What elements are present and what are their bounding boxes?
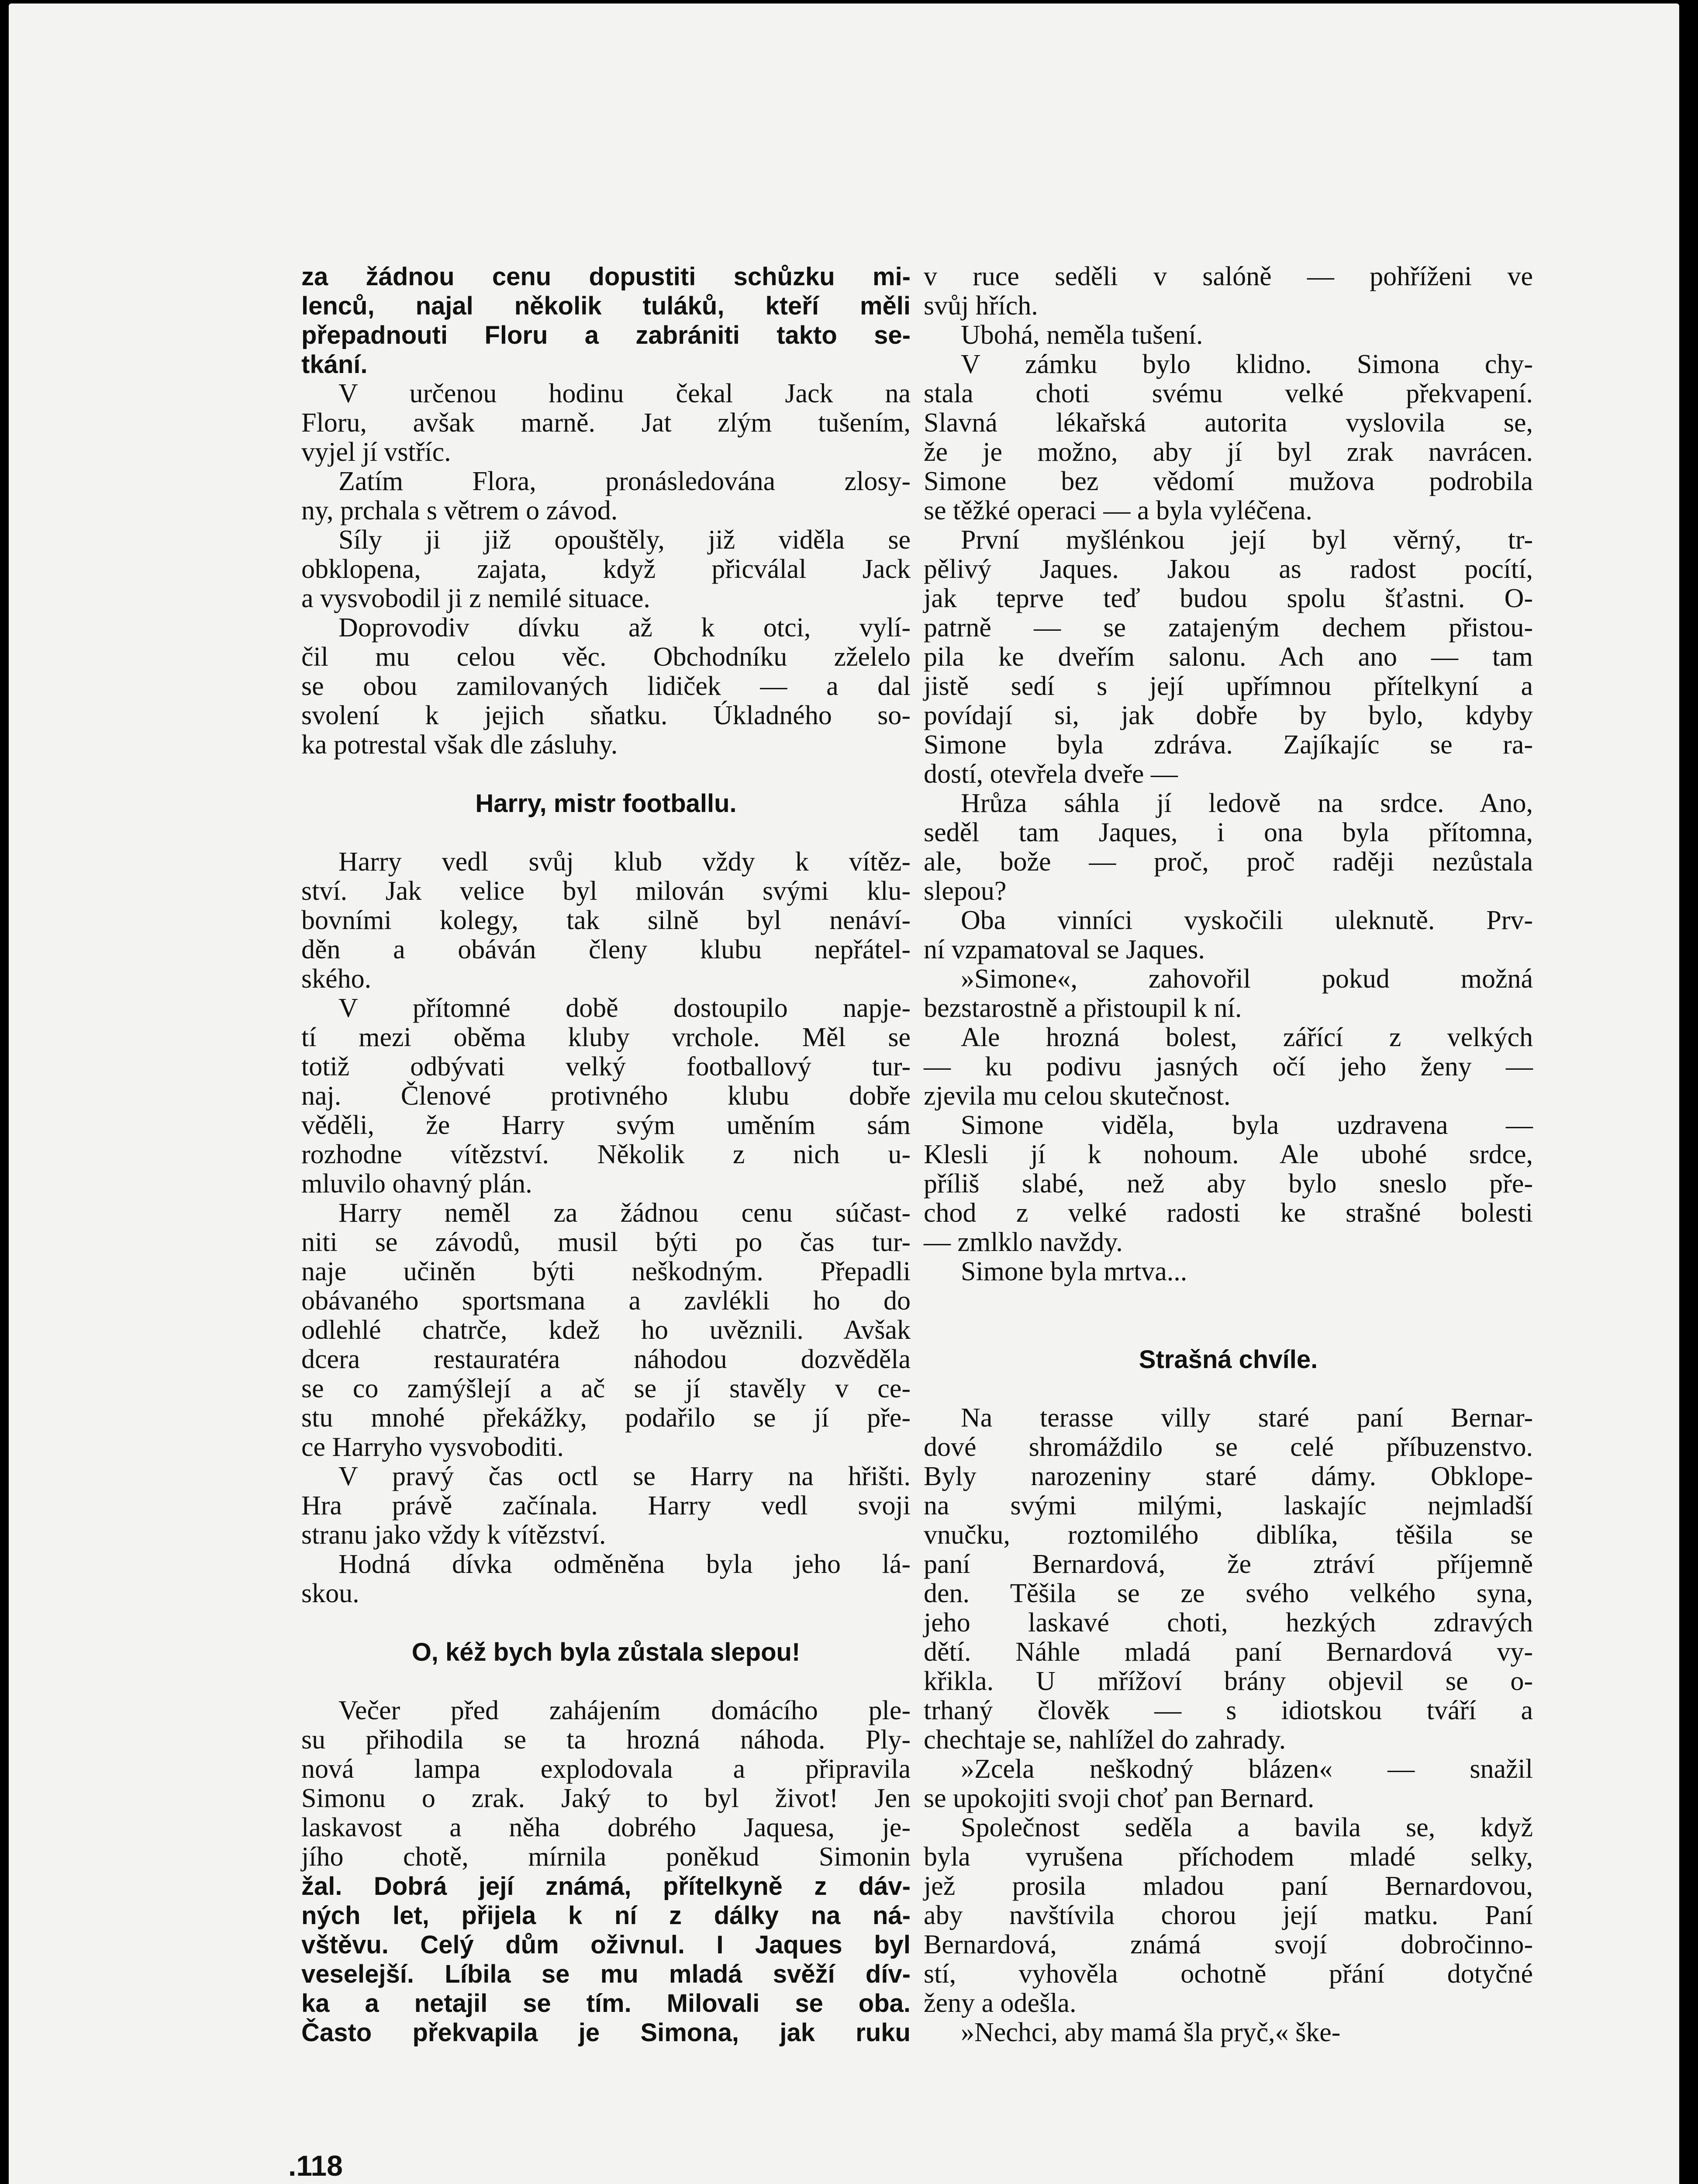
text-line: V zámku bylo klidno. Simona chy- xyxy=(961,349,1533,379)
text-line: První myšlénkou její byl věrný, tr- xyxy=(961,525,1533,555)
text-line: chod z velké radosti ke strašné bolesti xyxy=(924,1198,1533,1228)
text-line: Oba vinníci vyskočili uleknutě. Prv- xyxy=(961,905,1533,935)
text-line: naje učiněn býti neškodným. Přepadli xyxy=(301,1257,911,1286)
text-line: se co zamýšlejí a ač se jí stavěly v ce- xyxy=(301,1374,911,1403)
text-line: obklopena, zajata, když přicválal Jack xyxy=(301,554,911,584)
text-line: dětí. Náhle mladá paní Bernardová vy- xyxy=(924,1637,1533,1667)
text-line: obávaného sportsmana a zavlékli ho do xyxy=(301,1286,911,1316)
text-line: žal. Dobrá její známá, přítelkyně z dáv- xyxy=(301,1872,911,1901)
heading-slepou: O, kéž bych byla zůstala slepou! xyxy=(411,1638,801,1666)
text-line: byla vyrušena příchodem mladé selky, xyxy=(924,1842,1533,1872)
text-line: nová lampa explodovala a připravila xyxy=(301,1754,911,1784)
text-line: chechtaje se, nahlížel do zahrady. xyxy=(924,1725,1286,1755)
text-line: stala choti svému velké překvapení. xyxy=(924,379,1533,408)
text-line: ny, prchala s větrem o závod. xyxy=(301,496,618,525)
text-line: jeho laskavé choti, hezkých zdravých xyxy=(924,1608,1533,1638)
text-line: Simonu o zrak. Jaký to byl život! Jen xyxy=(301,1783,911,1813)
text-line: Společnost seděla a bavila se, když xyxy=(961,1813,1533,1842)
text-line: jího chotě, mírnila poněkud Simonin xyxy=(301,1842,911,1872)
text-line: Často překvapila je Simona, jak ruku xyxy=(301,2018,911,2047)
text-line: Floru, avšak marně. Jat zlým tušením, xyxy=(301,408,911,438)
text-line: skou. xyxy=(301,1579,359,1608)
text-line: přepadnouti Floru a zabrániti takto se- xyxy=(301,321,911,349)
text-line: ka potrestal však dle zásluhy. xyxy=(301,730,618,760)
text-line: slepou? xyxy=(924,876,1007,906)
text-line: Hra právě začínala. Harry vedl svoji xyxy=(301,1491,911,1521)
text-line: seděl tam Jaques, i ona byla přítomna, xyxy=(924,818,1533,847)
text-line: ce Harryho vysvoboditi. xyxy=(301,1432,564,1462)
text-line: — zmlklo navždy. xyxy=(924,1227,1123,1257)
text-line: dcera restauratéra náhodou dozvěděla xyxy=(301,1344,911,1374)
text-line: tí mezi oběma kluby vrchole. Měl se xyxy=(301,1023,911,1052)
text-line: dostí, otevřela dveře — xyxy=(924,759,1178,789)
story-flora-ending xyxy=(301,262,911,760)
text-line: — ku podivu jasných očí jeho ženy — xyxy=(924,1052,1533,1082)
text-line: pila ke dveřím salonu. Ach ano — tam xyxy=(924,642,1533,672)
text-line: se upokojiti svoji choť pan Bernard. xyxy=(924,1783,1315,1813)
text-line: se těžké operaci — a byla vyléčena. xyxy=(924,496,1312,525)
text-line: ní vzpamatoval se Jaques. xyxy=(924,935,1205,964)
heading-chvile: Strašná chvíle. xyxy=(1139,1345,1318,1374)
text-line: V pravý čas octl se Harry na hřišti. xyxy=(338,1462,911,1491)
text-line: lenců, najal několik tuláků, kteří měli xyxy=(301,292,911,320)
text-line: mluvilo ohavný plán. xyxy=(301,1169,532,1199)
text-line: aby navštívila chorou její matku. Paní xyxy=(924,1901,1533,1930)
text-line: Zatím Flora, pronásledována zlosy- xyxy=(338,467,911,496)
text-line: ženy a odešla. xyxy=(924,1988,1077,2018)
text-line: Hrůza sáhla jí ledově na srdce. Ano, xyxy=(961,788,1533,818)
text-line: v ruce seděli v salóně — pohříženi ve xyxy=(924,262,1533,291)
text-line: příliš slabé, než aby bylo sneslo pře- xyxy=(924,1169,1533,1199)
text-line: čil mu celou věc. Obchodníku zželelo xyxy=(301,642,911,672)
text-line: Simone byla zdráva. Zajíkajíc se ra- xyxy=(924,730,1533,760)
text-line: zjevila mu celou skutečnost. xyxy=(924,1081,1231,1111)
text-line: stranu jako vždy k vítězství. xyxy=(301,1520,606,1550)
text-line: jistě sedí s její upřímnou přítelkyní a xyxy=(924,671,1533,701)
text-line: vyjel jí vstříc. xyxy=(301,437,451,467)
text-line: ského. xyxy=(301,964,372,994)
story-slepou-start xyxy=(301,1696,911,2047)
text-line: Slavná lékařská autorita vyslovila se, xyxy=(924,408,1533,438)
heading-harry: Harry, mistr footballu. xyxy=(475,789,737,818)
text-line: pělivý Jaques. Jakou as radost pocítí, xyxy=(924,554,1533,584)
text-line: rozhodne vítězství. Několik z nich u- xyxy=(301,1140,911,1169)
text-line: Ubohá, neměla tušení. xyxy=(961,320,1203,350)
text-line: na svými milými, laskajíc nejmladší xyxy=(924,1491,1533,1521)
text-line: povídají si, jak dobře by bylo, kdyby xyxy=(924,701,1533,730)
right-column xyxy=(924,262,1533,2047)
text-line: Doprovodiv dívku až k otci, vylí- xyxy=(338,613,911,643)
scan-border xyxy=(1679,0,1698,2184)
text-line: Byly narozeniny staré dámy. Obklope- xyxy=(924,1462,1533,1491)
text-line: den. Těšila se ze svého velkého syna, xyxy=(924,1579,1533,1608)
story-harry xyxy=(301,847,911,1608)
text-line: Simone bez vědomí mužova podrobila xyxy=(924,467,1533,496)
text-line: vštěvu. Celý dům oživnul. I Jaques byl xyxy=(301,1931,911,1959)
text-line: Simone viděla, byla uzdravena — xyxy=(961,1110,1533,1140)
page-number: .118 xyxy=(288,2149,343,2182)
text-line: Harry vedl svůj klub vždy k vítěz- xyxy=(338,847,911,877)
text-line: věděli, že Harry svým uměním sám xyxy=(301,1110,911,1140)
text-line: svůj hřích. xyxy=(924,291,1038,321)
text-line: Harry neměl za žádnou cenu súčast- xyxy=(338,1198,911,1228)
text-line: ných let, přijela k ní z dálky na ná- xyxy=(301,1901,911,1930)
text-line: naj. Členové protivného klubu dobře xyxy=(301,1081,911,1111)
text-line: děn a obáván členy klubu nepřátel- xyxy=(301,935,911,964)
text-line: niti se závodů, musil býti po čas tur- xyxy=(301,1227,911,1257)
text-line: »Simone«, zahovořil pokud možná xyxy=(961,964,1533,994)
text-line: »Nechci, aby mamá šla pryč,« ške- xyxy=(961,2018,1341,2047)
text-line: ství. Jak velice byl milován svými klu- xyxy=(301,876,911,906)
text-line: bovními kolegy, tak silně byl nenáví- xyxy=(301,905,911,935)
text-line: ale, bože — proč, proč raději nezůstala xyxy=(924,847,1533,877)
story-slepou-end xyxy=(924,262,1533,1286)
text-line: V určenou hodinu čekal Jack na xyxy=(338,379,911,408)
text-line: Síly ji již opouštěly, již viděla se xyxy=(338,525,911,555)
text-line: Hodná dívka odměněna byla jeho lá- xyxy=(338,1549,911,1579)
text-line: totiž odbývati velký footballový tur- xyxy=(301,1052,911,1082)
text-line: Klesli jí k nohoum. Ale ubohé srdce, xyxy=(924,1140,1533,1169)
text-line: že je možno, aby jí byl zrak navrácen. xyxy=(924,437,1533,467)
text-line: odlehlé chatrče, kdež ho uvěznili. Avšak xyxy=(301,1315,911,1345)
text-line: trhaný člověk — s idiotskou tváří a xyxy=(924,1696,1533,1725)
text-line: paní Bernardová, že ztráví příjemně xyxy=(924,1549,1533,1579)
text-line: dové shromáždilo se celé příbuzenstvo. xyxy=(924,1432,1533,1462)
text-line: V přítomné době dostoupilo napje- xyxy=(338,993,911,1023)
story-chvile xyxy=(924,1403,1533,2047)
text-line: laskavost a něha dobrého Jaquesa, je- xyxy=(301,1813,911,1842)
text-line: tkání. xyxy=(301,350,368,379)
text-line: Ale hrozná bolest, zářící z velkých xyxy=(961,1023,1533,1052)
text-line: ka a netajil se tím. Milovali se oba. xyxy=(301,1989,911,2018)
text-line: Večer před zahájením domácího ple- xyxy=(338,1696,911,1725)
text-line: vnučku, roztomilého diblíka, těšila se xyxy=(924,1520,1533,1550)
text-line: Simone byla mrtva... xyxy=(961,1257,1187,1286)
text-line: Na terasse villy staré paní Bernar- xyxy=(961,1403,1533,1433)
text-line: veselejší. Líbila se mu mladá svěží dív- xyxy=(301,1960,911,1988)
text-line: jež prosila mladou paní Bernardovou, xyxy=(924,1871,1533,1901)
text-line: za žádnou cenu dopustiti schůzku mi- xyxy=(301,263,911,291)
text-line: stu mnohé překážky, podařilo se jí pře- xyxy=(301,1403,911,1433)
left-column xyxy=(301,262,911,2047)
text-line: jak teprve teď budou spolu šťastni. O- xyxy=(924,584,1533,613)
text-line: bezstarostně a přistoupil k ní. xyxy=(924,993,1242,1023)
text-line: Bernardová, známá svojí dobročinno- xyxy=(924,1930,1533,1959)
text-line: svolení k jejich sňatku. Úkladného so- xyxy=(301,701,911,730)
text-line: se obou zamilovaných lidiček — a dal xyxy=(301,671,911,701)
text-line: su přihodila se ta hrozná náhoda. Ply- xyxy=(301,1725,911,1755)
text-line: »Zcela neškodný blázen« — snažil xyxy=(961,1754,1533,1784)
text-line: patrně — se zatajeným dechem přistou- xyxy=(924,613,1533,643)
text-line: a vysvobodil ji z nemilé situace. xyxy=(301,584,650,613)
text-line: stí, vyhověla ochotně přání dotyčné xyxy=(924,1959,1533,1989)
text-line: křikla. U mřížoví brány objevil se o- xyxy=(924,1666,1533,1696)
